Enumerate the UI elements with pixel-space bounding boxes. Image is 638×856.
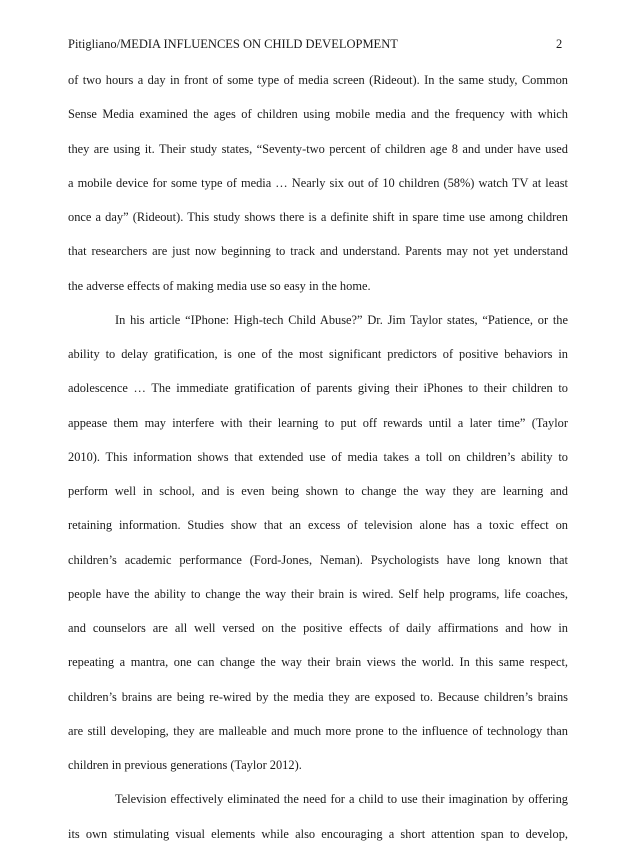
paragraph-first-line: Television effectively eliminated the need for a child to use their imagination by offering [115, 792, 568, 807]
text-line: a mobile device for some type of media … Nearly six out of 10 children (58%) watch TV at least [68, 175, 568, 190]
text-line: adolescence … The immediate gratification of parents giving their iPhones to their children to [68, 381, 568, 396]
text-line: people have the ability to change the way their brain is wired. Self help programs, life coaches, [68, 586, 568, 601]
text-line: Sense Media examined the ages of children using mobile media and the frequency with which [68, 107, 568, 122]
text-line: and counselors are all well versed on the positive effects of daily affirmations and how in [68, 621, 568, 635]
text-line: they are using it. Their study states, “Seventy-two percent of children age 8 and under have used [68, 141, 568, 156]
text-line: the adverse effects of making media use so easy in the home. [68, 278, 371, 293]
running-head: Pitigliano/MEDIA INFLUENCES ON CHILD DEVELOPMENT [68, 37, 398, 51]
text-line: appease them may interfere with their learning to put off rewards until a later time” (Taylor [68, 415, 568, 430]
text-line: children’s academic performance (Ford-Jones, Neman). Psychologists have long known that [68, 552, 568, 567]
text-line: ability to delay gratification, is one of the most significant predictors of positive behaviors in [68, 347, 568, 361]
page-number: 2 [556, 37, 563, 51]
paragraph-first-line: In his article “IPhone: High-tech Child Abuse?” Dr. Jim Taylor states, “Patience, or the [115, 312, 568, 327]
text-line: of two hours a day in front of some type of media screen (Rideout). In the same study, Common [68, 73, 568, 87]
text-line: children in previous generations (Taylor 2012). [68, 758, 302, 772]
text-line: repeating a mantra, one can change the way their brain views the world. In this same respect, [68, 655, 568, 670]
text-line: its own stimulating visual elements while also encouraging a short attention span to develop, [68, 826, 568, 841]
text-line: once a day” (Rideout). This study shows there is a definite shift in spare time use among children [68, 210, 568, 224]
text-line: are still developing, they are malleable and much more prone to the influence of technology than [68, 723, 568, 738]
text-line: children’s brains are being re-wired by the media they are exposed to. Because children’s brains [68, 689, 568, 704]
body-text [68, 68, 568, 856]
text-line: perform well in school, and is even being shown to change the way they are learning and [68, 484, 568, 498]
text-line: that researchers are just now beginning to track and understand. Parents may not yet understand [68, 244, 568, 259]
text-line: retaining information. Studies show that an excess of television alone has a toxic effect on [68, 518, 568, 533]
text-line: 2010). This information shows that extended use of media takes a toll on children’s ability to [68, 449, 568, 464]
